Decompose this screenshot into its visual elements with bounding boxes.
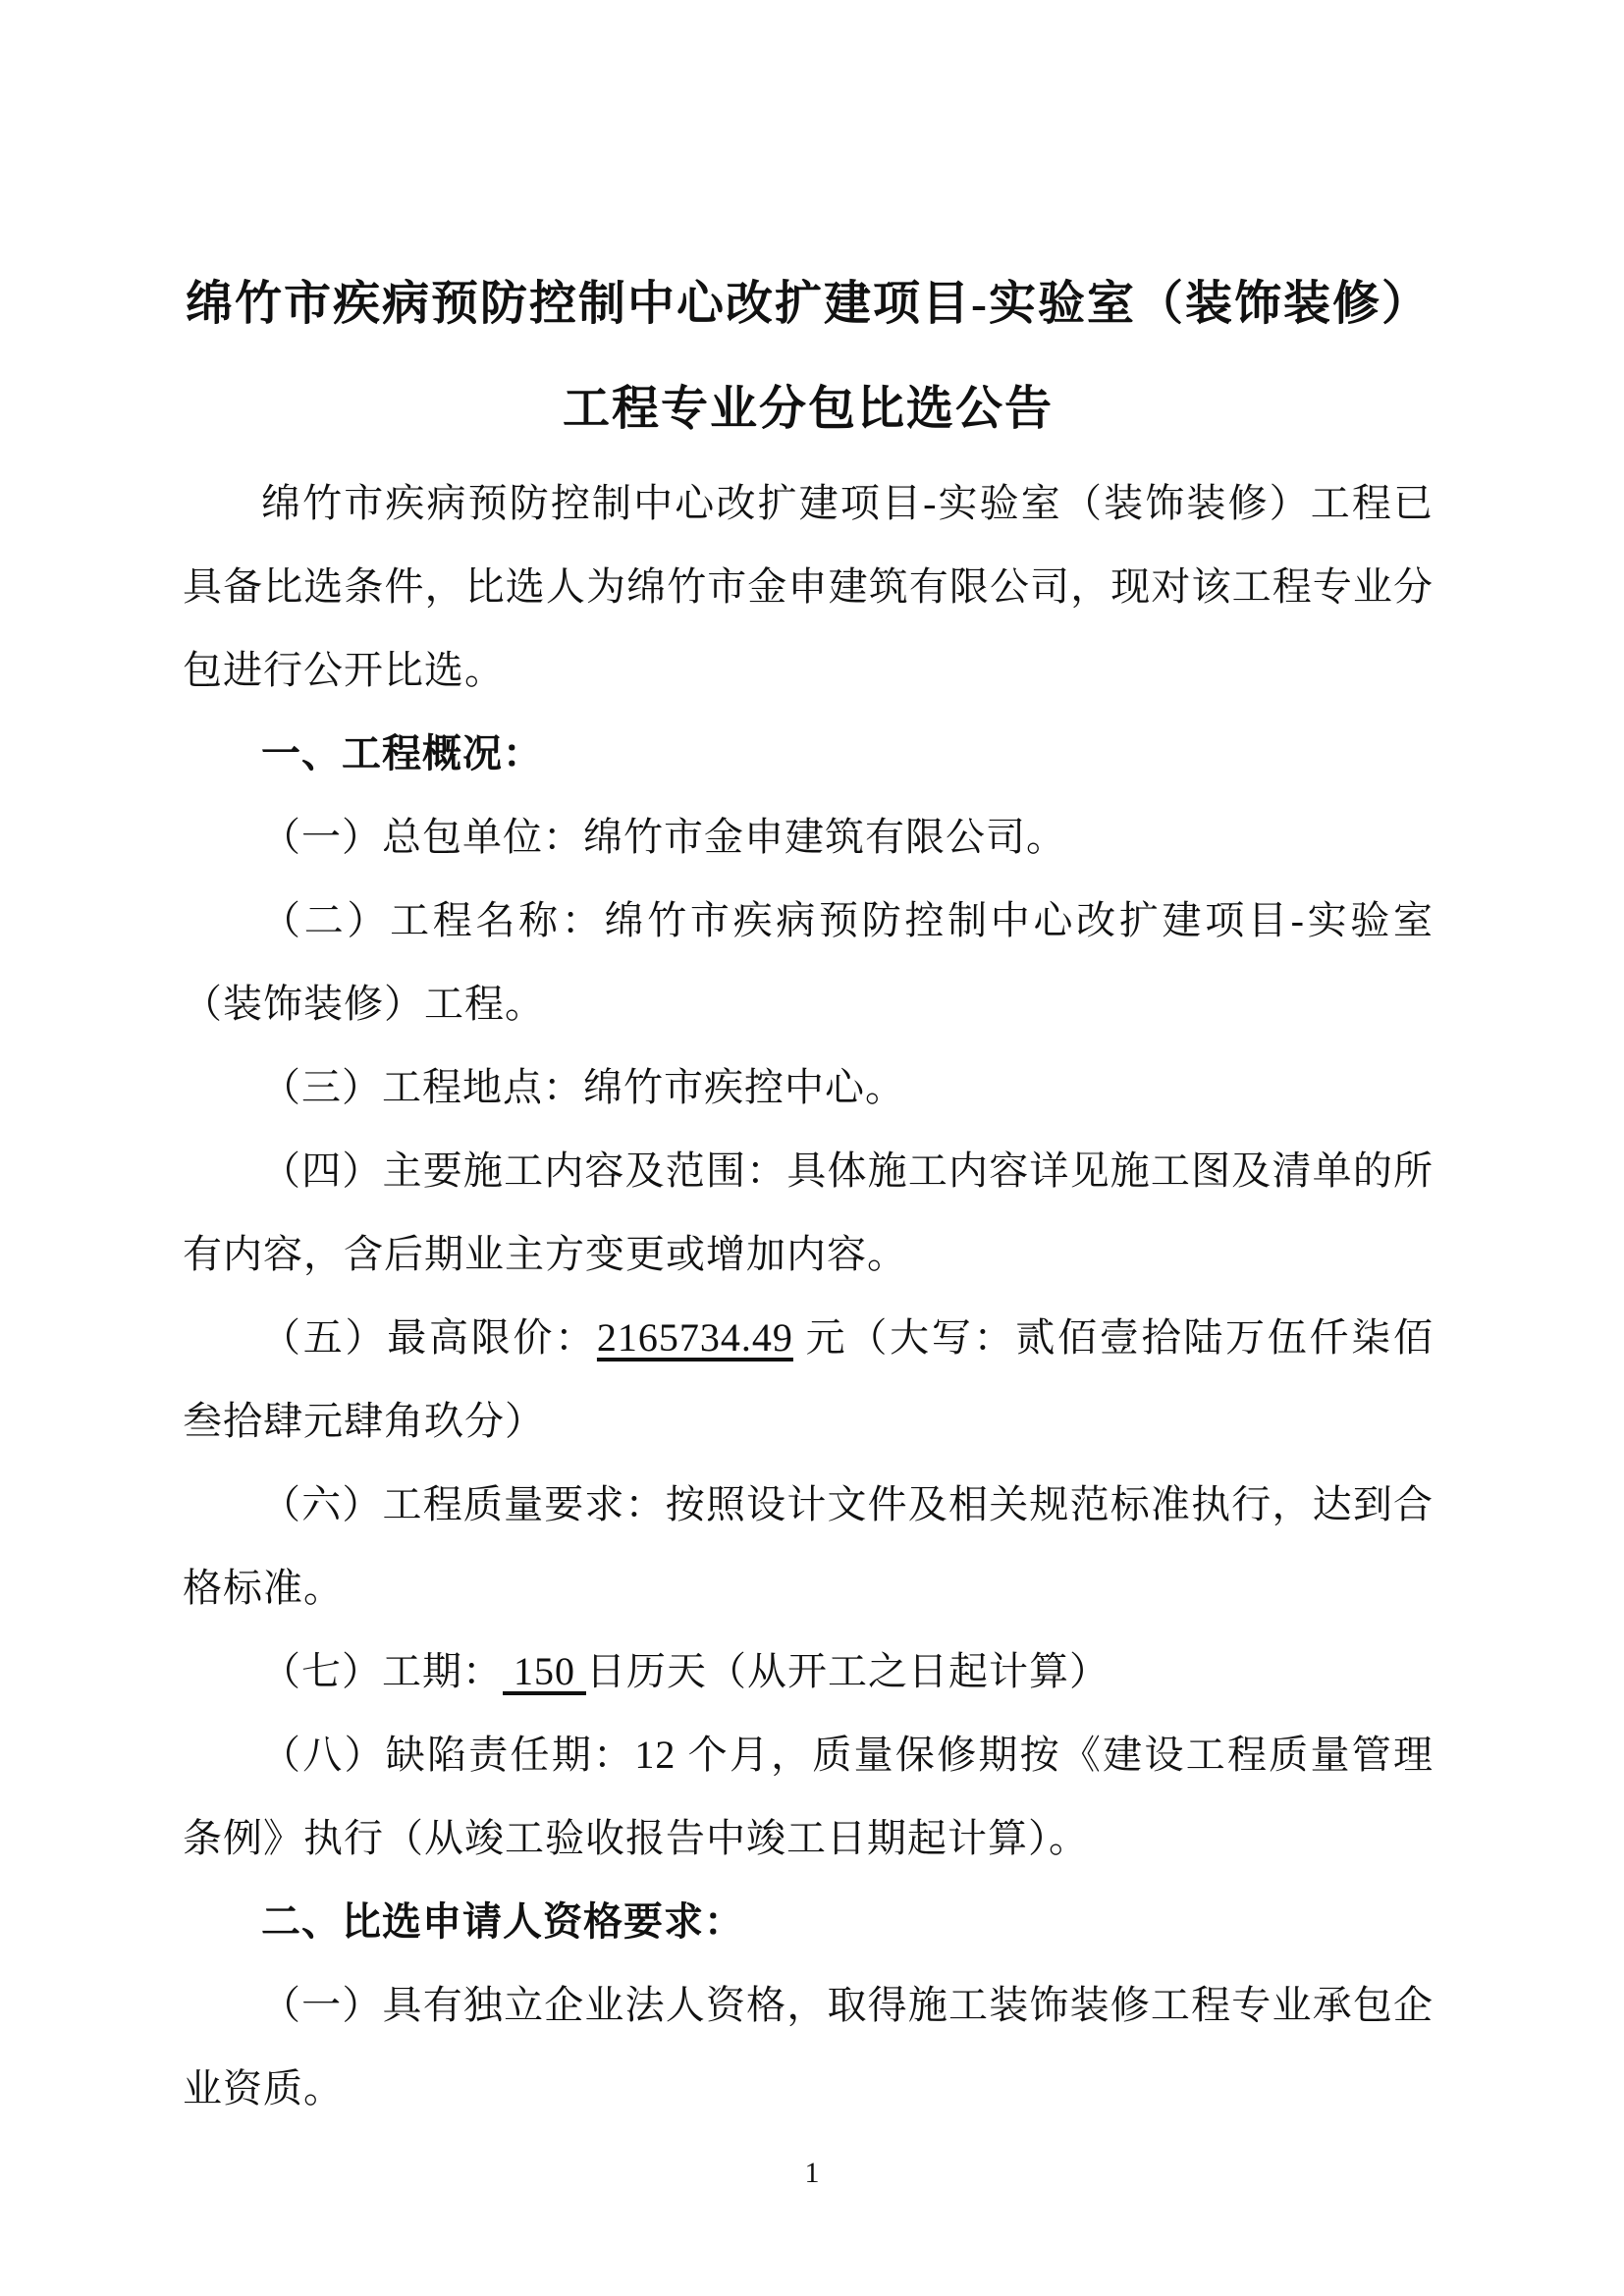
duration-value: 150 — [503, 1649, 586, 1693]
section-1-item-6-quality-requirement: （六）工程质量要求：按照设计文件及相关规范标准执行，达到合格标准。 — [183, 1482, 1434, 1610]
section-1-heading: 一、工程概况： — [261, 731, 543, 775]
section-2-heading: 二、比选申请人资格要求： — [261, 1899, 744, 1944]
section-1-item-7-duration — [183, 1629, 1434, 1713]
max-price-label: （五）最高限价： — [261, 1315, 597, 1360]
document-content — [183, 0, 1434, 2130]
max-price-value: 2165734.49 — [596, 1315, 793, 1360]
section-1-item-3-project-location: （三）工程地点：绵竹市疾控中心。 — [261, 1065, 905, 1109]
section-1-item-2-project-name: （二）工程名称：绵竹市疾病预防控制中心改扩建项目-实验室（装饰装修）工程。 — [183, 898, 1434, 1026]
max-price-words: 元（大写：贰佰壹拾陆万伍仟柒佰叁拾肆元肆角玖分） — [183, 1315, 1435, 1443]
section-1-item-8-defect-liability: （八）缺陷责任期：12 个月，质量保修期按《建设工程质量管理条例》执行（从竣工验收报告中竣工日期起计算）。 — [183, 1733, 1434, 1860]
duration-suffix: 日历天（从开工之日起计算） — [586, 1649, 1110, 1693]
section-2-item-1-qualification: （一）具有独立企业法人资格，取得施工装饰装修工程专业承包企业资质。 — [183, 1983, 1434, 2110]
section-1-item-1-general-contractor: （一）总包单位：绵竹市金申建筑有限公司。 — [261, 815, 1066, 859]
section-1-item-4-scope-of-work: （四）主要施工内容及范围：具体施工内容详见施工图及清单的所有内容，含后期业主方变更或增加内容。 — [183, 1148, 1434, 1276]
page-number: 1 — [804, 2157, 820, 2189]
intro-paragraph: 绵竹市疾病预防控制中心改扩建项目-实验室（装饰装修）工程已具备比选条件，比选人为绵竹市金申建筑有限公司，现对该工程专业分包进行公开比选。 — [183, 481, 1434, 692]
duration-label: （七）工期： — [261, 1649, 503, 1693]
title-line-2: 工程专业分包比选公告 — [562, 383, 1054, 435]
document-title — [183, 251, 1434, 461]
title-line-1: 绵竹市疾病预防控制中心改扩建项目-实验室（装饰装修） — [186, 278, 1431, 330]
section-1-item-5-max-price — [183, 1296, 1434, 1463]
